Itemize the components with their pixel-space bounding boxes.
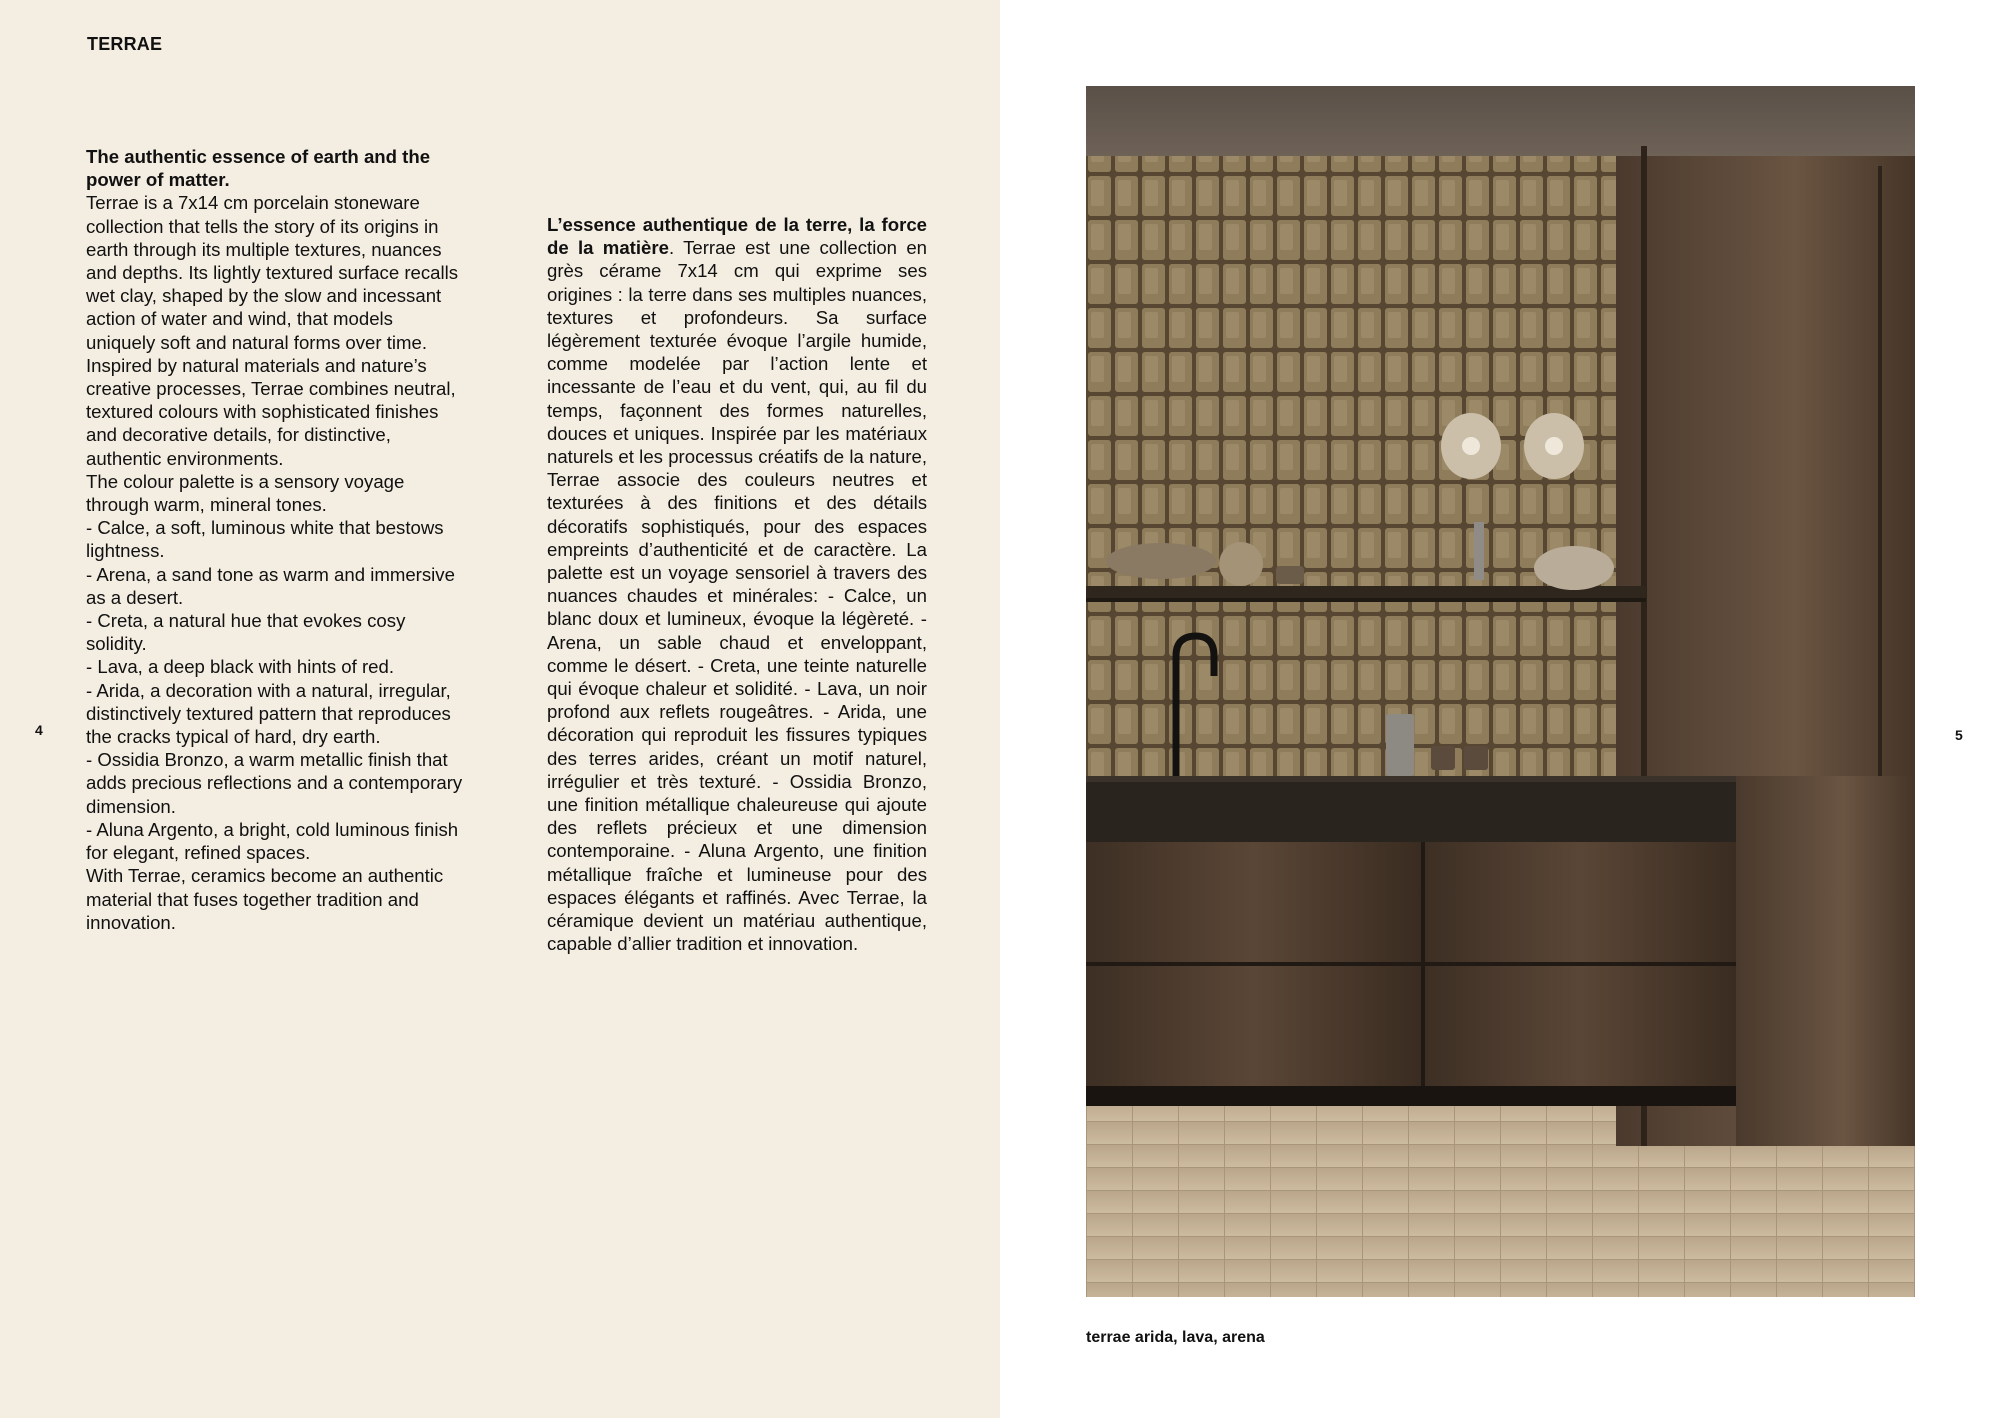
french-body: . Terrae est une collection en grès cérame 7x14 cm qui exprime ses origines : la terre dans ses multiples nuances, textures et profondeurs. Sa surface légèrement texturée évoque l’argile humide, comme modelée par l’action lente et incessante de l’eau et du vent, qui, au fil du temps, façonnent des formes naturelles, douces et uniques. Inspirée par les matériaux naturels et les processus créatifs de la nature, Terrae associe des couleurs neutres et texturées à des finitions et des détails décoratifs sophistiqués, pour des espaces empreints d’authenticité et de caractère. La palette est un voyage sensoriel à travers des nuances chaudes et minérales: - Calce, un blanc doux et lumineux, évoque la légèreté. - Arena, un sable chaud et enveloppant, comme le désert. - Creta, une teinte naturelle qui évoque chaleur et solidité. - Lava, un noir profond aux reflets rougeâtres. - Arida, une décoration qui reproduit les fissures typiques des terres arides, créant un motif naturel, irrégulier et très texturé. - Ossidia Bronzo, une finition métallique chaleureuse qui ajoute des reflets précieux et une dimension contemporaine. - Aluna Argento, une finition métallique fraîche et lumineuse pour des espaces élégants et raffinés. Avec Terrae, la céramique devient un matériau authentique, capable d’allier tradition et innovation. (547, 237, 927, 955)
english-paragraph: With Terrae, ceramics become an authentic material that fuses together tradition and innovation. (86, 865, 444, 933)
english-list-item: - Creta, a natural hue that evokes cosy solidity. (86, 610, 406, 655)
english-headline: The authentic essence of earth and the power of matter. (86, 146, 431, 191)
english-column (86, 145, 466, 934)
french-column (547, 213, 927, 956)
english-paragraph: Terrae is a 7x14 cm porcelain stoneware collection that tells the story of its origins in earth through its multiple textures, nuances and depths. Its lightly textured surface recalls wet clay, shaped by the slow and incessant action of water and wind, that models uniquely soft and natural forms over time. (86, 192, 459, 353)
english-list-item: - Aluna Argento, a bright, cold luminous finish for elegant, refined spaces. (86, 818, 459, 864)
english-list-item: - Arena, a sand tone as warm and immersive as a desert. (86, 563, 455, 608)
page-number-right: 5 (1955, 727, 1963, 743)
english-list-item: - Arida, a decoration with a natural, irregular, distinctively textured pattern that reproduces the cracks typical of hard, dry earth. (86, 679, 451, 748)
photo-caption: terrae arida, lava, arena (1086, 1329, 1265, 1346)
english-list-item: - Calce, a soft, luminous white that bestows lightness. (86, 517, 444, 562)
page-number-left: 4 (35, 722, 43, 738)
english-list-item: - Lava, a deep black with hints of red. (86, 656, 395, 678)
english-list-item: - Ossidia Bronzo, a warm metallic finish that adds precious reflections and a contemporary dimension. (86, 749, 463, 817)
kitchen-photo (1086, 86, 1915, 1297)
french-paragraph (547, 213, 927, 956)
english-paragraph: Inspired by natural materials and nature’s creative processes, Terrae combines neutral, textured colours with sophisticated finishes and decorative details, for distinctive, authentic environments. (86, 354, 456, 469)
french-headline: L’essence authentique de la terre, la force de la matière (547, 214, 927, 259)
english-paragraph: The colour palette is a sensory voyage through warm, mineral tones. (86, 470, 405, 516)
brand-title: TERRAE (87, 34, 163, 54)
